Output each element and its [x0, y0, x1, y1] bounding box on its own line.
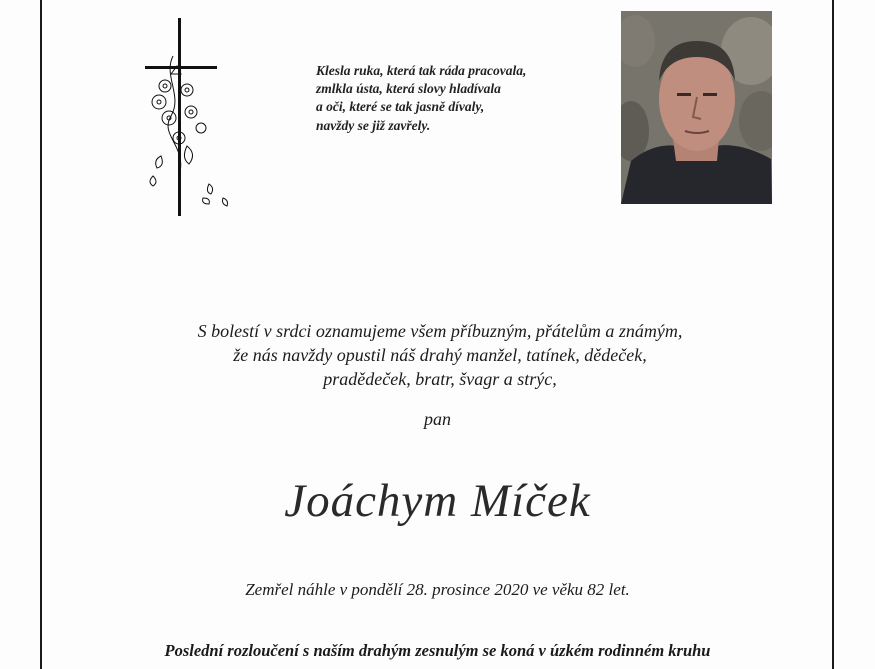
- announcement: [120, 319, 760, 391]
- title-word: pan: [424, 409, 451, 429]
- poem: [316, 62, 526, 135]
- poem-line: Klesla ruka, která tak ráda pracovala,: [316, 63, 527, 78]
- poem-line: navždy se již zavřely.: [316, 117, 431, 133]
- deceased-name: Joáchym Míček: [284, 475, 591, 527]
- announcement-line: pradědeček, bratr, švagr a strýc,: [323, 369, 557, 389]
- cross-with-flowers-icon: [143, 16, 243, 218]
- poem-line: a oči, které se tak jasně dívaly,: [316, 99, 485, 115]
- left-border-line: [40, 0, 42, 669]
- portrait-photo: [621, 11, 772, 204]
- death-notice: Zemřel náhle v pondělí 28. prosince 2020 ve věku 82 let.: [245, 580, 630, 599]
- poem-line: zmlkla ústa, která slovy hladívala: [316, 81, 501, 97]
- right-border-line: [832, 0, 834, 669]
- announcement-line: že nás navždy opustil náš drahý manžel, tatínek, dědeček,: [233, 345, 647, 365]
- farewell-notice: Poslední rozloučení s naším drahým zesnulým se koná v úzkém rodinném kruhu: [164, 641, 711, 660]
- announcement-line: S bolestí v srdci oznamujeme všem příbuzným, přátelům a známým,: [197, 321, 683, 341]
